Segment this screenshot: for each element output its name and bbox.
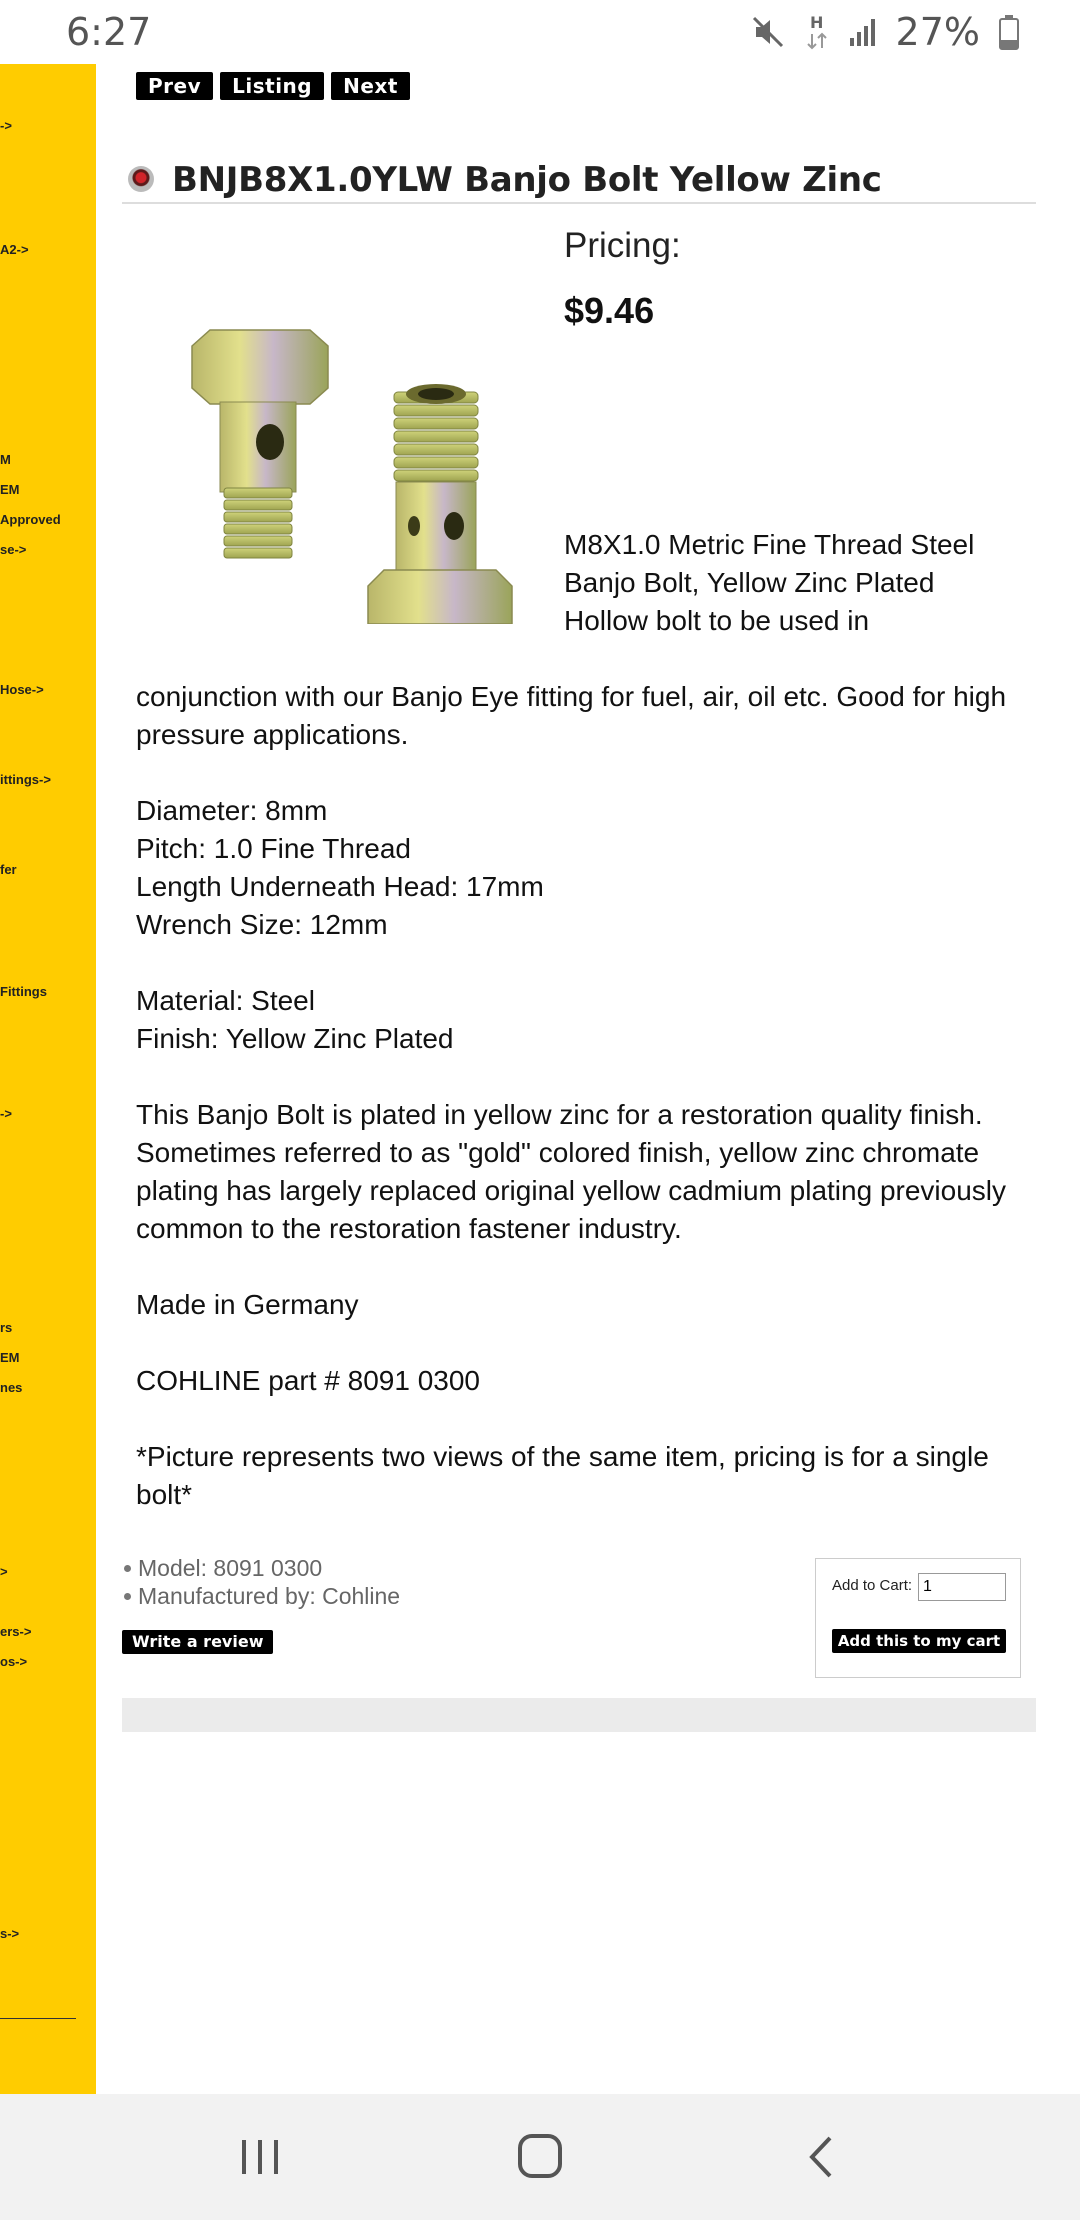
description-line: Diameter: 8mm <box>136 795 328 826</box>
next-button[interactable]: Next <box>331 72 410 100</box>
model-number: Model: 8091 0300 <box>122 1554 400 1582</box>
description-line <box>136 1324 1016 1362</box>
cart-qty-label: Add to Cart: <box>832 1577 913 1594</box>
product-image[interactable] <box>162 264 522 624</box>
description-line: COHLINE part # 8091 0300 <box>136 1365 480 1396</box>
home-icon[interactable] <box>510 2132 570 2182</box>
back-icon[interactable] <box>792 2132 852 2182</box>
sidebar-link[interactable]: EM <box>0 1350 20 1365</box>
product-title: BNJB8X1.0YLW Banjo Bolt Yellow Zinc <box>172 160 882 200</box>
description-line: *Picture represents two views of the same item, pricing is for a single bolt* <box>136 1441 989 1510</box>
category-sidebar <box>0 64 96 2094</box>
manufacturer: Manufactured by: Cohline <box>122 1582 400 1610</box>
product-description <box>136 678 1016 1514</box>
description-line: Wrench Size: 12mm <box>136 909 388 940</box>
recent-apps-icon[interactable] <box>230 2132 290 2182</box>
status-icons <box>750 10 1020 54</box>
description-line: Finish: Yellow Zinc Plated <box>136 1023 454 1054</box>
description-line: Pitch: 1.0 Fine Thread <box>136 833 411 864</box>
sidebar-link[interactable]: se-> <box>0 542 27 557</box>
description-line: Made in Germany <box>136 1289 359 1320</box>
description-line <box>136 1400 1016 1438</box>
product-meta-list <box>122 1554 400 1610</box>
sidebar-link[interactable]: nes <box>0 1380 23 1395</box>
product-title-row <box>122 154 1036 204</box>
sidebar-link[interactable]: Hose-> <box>0 682 44 697</box>
sidebar-link[interactable]: s-> <box>0 1926 20 1941</box>
write-review-button[interactable]: Write a review <box>122 1630 273 1654</box>
mute-icon <box>750 14 786 50</box>
status-time: 6:27 <box>66 10 152 54</box>
product-description-intro <box>564 526 1024 640</box>
sidebar-link[interactable]: -> <box>0 118 12 133</box>
cart-quantity-input[interactable] <box>918 1573 1006 1601</box>
description-line <box>136 1058 1016 1096</box>
description-line <box>136 754 1016 792</box>
sidebar-link[interactable]: -> <box>0 1106 12 1121</box>
signal-icon <box>848 16 878 48</box>
sidebar-link[interactable]: ers-> <box>0 1624 32 1639</box>
pricing-label: Pricing: <box>564 226 681 265</box>
add-to-cart-box <box>815 1558 1021 1678</box>
description-line: conjunction with our Banjo Eye fitting for fuel, air, oil etc. Good for high pressure applications. <box>136 681 1007 750</box>
product-nav <box>136 72 410 100</box>
description-line: Hollow bolt to be used in <box>564 605 870 636</box>
description-line <box>136 944 1016 982</box>
listing-button[interactable]: Listing <box>220 72 324 100</box>
sidebar-link[interactable]: A2-> <box>0 242 29 257</box>
add-to-cart-button[interactable]: Add this to my cart <box>832 1629 1006 1653</box>
description-line: Material: Steel <box>136 985 315 1016</box>
status-bar <box>0 0 1080 64</box>
sidebar-link[interactable]: ittings-> <box>0 772 51 787</box>
sidebar-link[interactable]: fer <box>0 862 17 877</box>
data-h-icon <box>804 12 830 52</box>
title-bullet-icon <box>128 166 154 192</box>
svg-text:H: H <box>809 13 823 32</box>
battery-icon <box>998 14 1020 50</box>
sidebar-link[interactable]: os-> <box>0 1654 28 1669</box>
sidebar-link[interactable]: M <box>0 452 11 467</box>
sidebar-link[interactable]: Fittings <box>0 984 47 999</box>
sidebar-link[interactable]: EM <box>0 482 20 497</box>
sidebar-divider <box>0 2018 76 2019</box>
footer-bar <box>122 1698 1036 1732</box>
product-price: $9.46 <box>564 290 655 331</box>
system-nav-bar <box>0 2094 1080 2220</box>
description-line: M8X1.0 Metric Fine Thread Steel Banjo Bolt, Yellow Zinc Plated <box>564 529 975 598</box>
description-line <box>136 1248 1016 1286</box>
description-line: Length Underneath Head: 17mm <box>136 871 544 902</box>
sidebar-link[interactable]: > <box>0 1564 8 1579</box>
sidebar-link[interactable]: Approved <box>0 512 61 527</box>
description-line: This Banjo Bolt is plated in yellow zinc for a restoration quality finish. Sometimes referred to as "gold" colored finish, yellow zinc chromate plating has largely replaced original yellow cadmium plating previously common to the restoration fastener industry. <box>136 1099 1007 1244</box>
prev-button[interactable]: Prev <box>136 72 213 100</box>
battery-percent: 27% <box>895 10 980 54</box>
sidebar-link[interactable]: rs <box>0 1320 13 1335</box>
